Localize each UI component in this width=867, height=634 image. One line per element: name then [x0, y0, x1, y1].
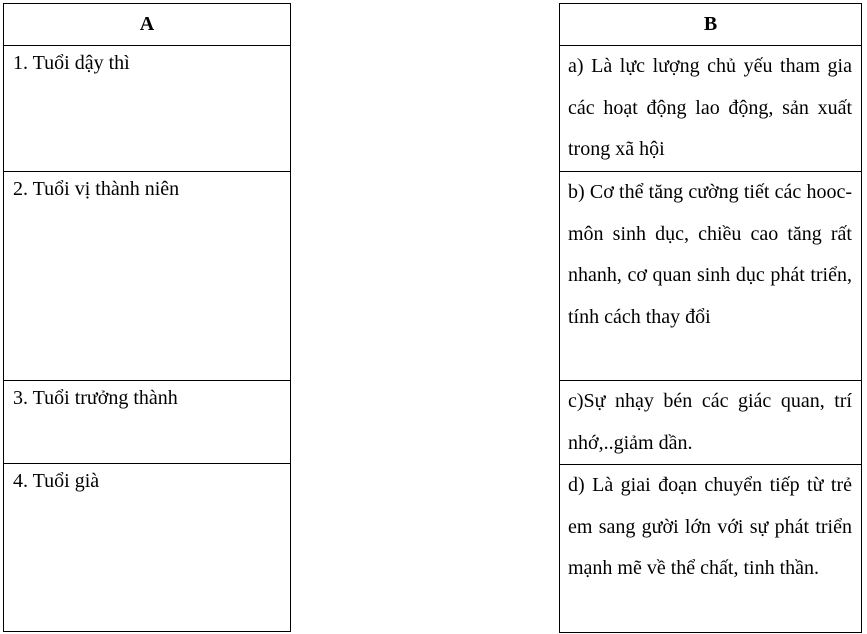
column-a-item-3: 3. Tuổi trưởng thành	[4, 381, 291, 464]
column-a-row	[4, 464, 291, 632]
column-b-row	[560, 465, 862, 633]
column-b-table	[559, 3, 862, 633]
column-a-header: A	[4, 4, 291, 46]
column-a-item-4: 4. Tuổi già	[4, 464, 291, 632]
column-a-row	[4, 46, 291, 172]
column-b-row	[560, 172, 862, 381]
column-b-item-c: c)Sự nhạy bén các giác quan, trí nhớ,..giảm dần.	[560, 381, 862, 465]
column-b-row	[560, 381, 862, 465]
column-b-header: B	[560, 4, 862, 46]
column-b-item-b: b) Cơ thể tăng cường tiết các hooc-môn sinh dục, chiều cao tăng rất nhanh, cơ quan sinh dục phát triển, tính cách thay đổi	[560, 172, 862, 381]
column-b-row	[560, 46, 862, 172]
column-a-item-1: 1. Tuổi dậy thì	[4, 46, 291, 172]
column-a-header-row	[4, 4, 291, 46]
column-b-header-row	[560, 4, 862, 46]
column-b-item-d: d) Là giai đoạn chuyển tiếp từ trẻ em sang gười lớn với sự phát triển mạnh mẽ về thể chất, tinh thần.	[560, 465, 862, 633]
column-b-item-a: a) Là lực lượng chủ yếu tham gia các hoạt động lao động, sản xuất trong xã hội	[560, 46, 862, 172]
column-a-row	[4, 172, 291, 381]
column-a-table	[3, 3, 291, 632]
column-a-row	[4, 381, 291, 464]
column-a-item-2: 2. Tuổi vị thành niên	[4, 172, 291, 381]
